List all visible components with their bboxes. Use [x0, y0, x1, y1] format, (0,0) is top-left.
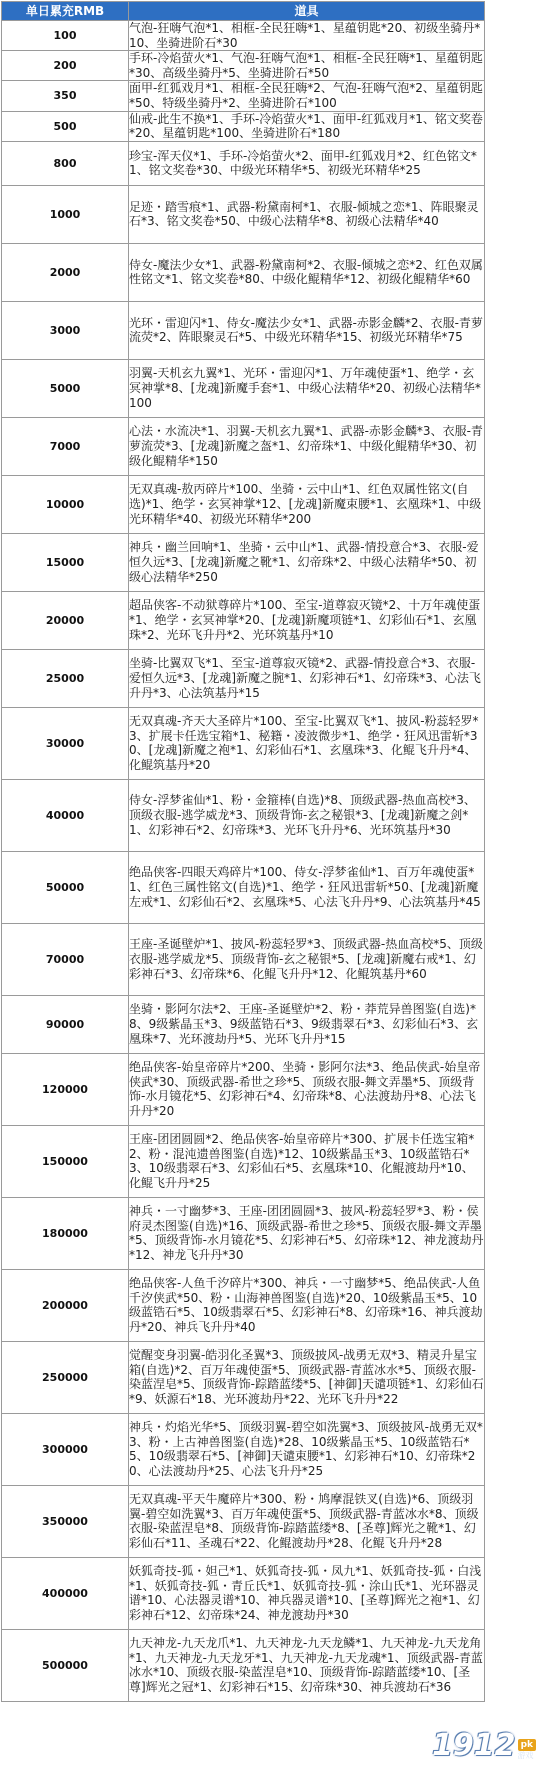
header-amount: 单日累充RMB — [2, 2, 129, 21]
table-row — [2, 591, 485, 649]
recharge-amount-cell: 90000 — [2, 995, 129, 1053]
table-row — [2, 417, 485, 475]
recharge-amount-cell: 200000 — [2, 1269, 129, 1341]
reward-items-cell: 绝品侠客-四眼天鸡碎片*100、侍女-浮梦雀仙*1、百万年魂使蛋*1、红色三属性铭文(自选)*1、绝学・狂风迅雷斩*50、[龙魂]新魔左戒*1、幻彩仙石*2、玄凰珠*5、心法飞升丹*9、心法筑基丹*45 — [129, 851, 485, 923]
reward-items-cell: 无双真魂-齐天大圣碎片*100、至宝-比翼双飞*1、披风-粉蕊轻罗*3、扩展卡任选宝箱*1、秘籍・凌波微步*1、绝学・狂风迅雷斩*30、[龙魂]新魔之袍*1、幻彩仙石*1、玄凰珠*3、化鲲飞升丹*4、化鲲筑基丹*20 — [129, 707, 485, 779]
table-header-row — [2, 2, 485, 21]
reward-items-cell: 气泡-狂嗨气泡*1、相框-全民狂嗨*1、星蕴钥匙*20、初级坐骑丹*10、坐骑进阶石*30 — [129, 21, 485, 51]
table-row — [2, 475, 485, 533]
reward-items-cell: 神兵・灼焰光华*5、顶级羽翼-碧空如洗翼*3、顶级披风-战勇无双*3、粉・上古神兽图鉴(自选)*28、10级紫晶玉*5、10级蓝锆石*5、10级翡翠石*5、[神御]天谴束腰*1、幻彩神石*10、幻帝珠*20、心法渡劫丹*25、心法飞升丹*25 — [129, 1413, 485, 1485]
recharge-amount-cell: 25000 — [2, 649, 129, 707]
reward-items-cell: 超品侠客-不动狱尊碎片*100、至宝-道尊寂灭镜*2、十万年魂使蛋*1、绝学・玄冥神掌*20、[龙魂]新魔项链*1、幻彩仙石*1、玄凰珠*2、光环飞升丹*2、光环筑基丹*10 — [129, 591, 485, 649]
reward-items-cell: 光环・雷迎闪*1、侍女-魔法少女*1、武器-赤影金麟*2、衣服-青萝流荧*2、阵眼聚灵石*5、中级光环精华*15、初级光环精华*75 — [129, 301, 485, 359]
reward-items-cell: 王座-圣诞壁炉*1、披风-粉蕊轻罗*3、顶级武器-热血高校*5、顶级衣服-逃学威龙*5、顶级背饰-玄之秘银*5、[龙魂]新魔右戒*1、幻彩神石*3、幻帝珠*6、化鲲飞升丹*12、化鲲筑基丹*60 — [129, 923, 485, 995]
table-row — [2, 1413, 485, 1485]
recharge-amount-cell: 200 — [2, 51, 129, 81]
reward-items-cell: 侍女-魔法少女*1、武器-粉黛南柯*2、衣服-倾城之恋*2、红色双属性铭文*1、铭文奖卷*80、中级化鲲精华*12、初级化鲲精华*60 — [129, 243, 485, 301]
recharge-amount-cell: 180000 — [2, 1197, 129, 1269]
table-row — [2, 81, 485, 111]
watermark-badge: pk — [518, 1739, 536, 1751]
table-row — [2, 1485, 485, 1557]
table-row — [2, 1269, 485, 1341]
table-row — [2, 185, 485, 243]
recharge-amount-cell: 350000 — [2, 1485, 129, 1557]
table-row — [2, 649, 485, 707]
table-row — [2, 1197, 485, 1269]
reward-items-cell: 绝品侠客-人鱼千汐碎片*300、神兵・一寸幽梦*5、绝品侠武-人鱼千汐侠武*50、粉・山海神兽图鉴(自选)*20、10级紫晶玉*5、10级蓝锆石*5、10级翡翠石*5、幻彩神石*8、幻帝珠*16、神兵渡劫丹*20、神兵飞升丹*40 — [129, 1269, 485, 1341]
recharge-amount-cell: 300000 — [2, 1413, 129, 1485]
recharge-amount-cell: 70000 — [2, 923, 129, 995]
recharge-amount-cell: 10000 — [2, 475, 129, 533]
recharge-amount-cell: 50000 — [2, 851, 129, 923]
recharge-amount-cell: 30000 — [2, 707, 129, 779]
table-row — [2, 533, 485, 591]
recharge-amount-cell: 1000 — [2, 185, 129, 243]
recharge-amount-cell: 350 — [2, 81, 129, 111]
watermark-text: 游戏 — [517, 1751, 534, 1760]
site-watermark — [432, 1728, 536, 1763]
recharge-amount-cell: 500 — [2, 111, 129, 141]
watermark-number: 1912 — [432, 1728, 516, 1763]
table-row — [2, 851, 485, 923]
table-row — [2, 1629, 485, 1701]
table-body — [2, 21, 485, 1702]
recharge-reward-table — [1, 1, 485, 1702]
table-row — [2, 21, 485, 51]
recharge-amount-cell: 250000 — [2, 1341, 129, 1413]
reward-items-cell: 珍宝-浑天仪*1、手环-冷焰萤火*2、面甲-红狐戏月*2、红色铭文*1、铭文奖卷*30、中级光环精华*5、初级光环精华*25 — [129, 141, 485, 185]
reward-items-cell: 手环-冷焰萤火*1、气泡-狂嗨气泡*1、相框-全民狂嗨*1、星蕴钥匙*30、高级坐骑丹*5、坐骑进阶石*50 — [129, 51, 483, 80]
reward-items-cell: 无双真魂-平天牛魔碎片*300、粉・鸠摩混铁叉(自选)*6、顶级羽翼-碧空如洗翼*3、百万年魂使蛋*5、顶级武器-青蓝冰水*8、顶级衣服-染蓝涅皂*8、顶级背饰-踪踏蓝缕*8、[圣尊]辉光之靴*1、幻彩仙石*11、圣魂石*22、化鲲渡劫丹*28、化鲲飞升丹*28 — [129, 1485, 485, 1557]
table-row — [2, 1341, 485, 1413]
reward-items-cell: 坐骑・影阿尔法*2、王座-圣诞壁炉*2、粉・莽荒异兽图鉴(自选)*8、9级紫晶玉*3、9级蓝锆石*3、9级翡翠石*3、幻彩仙石*3、玄凰珠*7、光环渡劫丹*5、光环飞升丹*15 — [129, 995, 485, 1053]
table-row — [2, 141, 485, 185]
reward-items-cell: 觉醒变身羽翼-皓羽化圣翼*3、顶级披风-战勇无双*3、精灵升星宝箱(自选)*2、百万年魂使蛋*5、顶级武器-青蓝冰水*5、顶级衣服-染蓝涅皂*5、顶级背饰-踪踏蓝缕*5、[神御]天谴项链*1、幻彩仙石*9、妖源石*18、光环渡劫丹*22、光环飞升丹*22 — [129, 1341, 485, 1413]
recharge-amount-cell: 2000 — [2, 243, 129, 301]
table-row — [2, 1557, 485, 1629]
table-row — [2, 1125, 485, 1197]
recharge-amount-cell: 20000 — [2, 591, 129, 649]
recharge-amount-cell: 100 — [2, 21, 129, 51]
recharge-amount-cell: 150000 — [2, 1125, 129, 1197]
recharge-amount-cell: 7000 — [2, 417, 129, 475]
header-items: 道具 — [129, 2, 485, 21]
reward-items-cell: 坐骑-比翼双飞*1、至宝-道尊寂灭镜*2、武器-情投意合*3、衣服-爱恒久远*3、[龙魂]新魔之腕*1、幻彩神石*1、幻帝珠*3、心法飞升丹*3、心法筑基丹*15 — [129, 649, 485, 707]
reward-items-cell: 足迹・踏雪痕*1、武器-粉黛南柯*1、衣服-倾城之恋*1、阵眼聚灵石*3、铭文奖卷*50、中级心法精华*8、初级心法精华*40 — [129, 185, 485, 243]
reward-items-cell: 神兵・一寸幽梦*3、王座-团团圆圆*3、披风-粉蕊轻罗*3、粉・侯府灵杰图鉴(自选)*16、顶级武器-希世之珍*5、顶级衣服-舞文弄墨*5、顶级背饰-水月镜花*5、幻彩神石*5、幻帝珠*12、神龙渡劫丹*12、神龙飞升丹*30 — [129, 1197, 485, 1269]
table-row — [2, 995, 485, 1053]
recharge-amount-cell: 800 — [2, 141, 129, 185]
table-row — [2, 243, 485, 301]
table-row — [2, 1053, 485, 1125]
reward-items-cell: 神兵・幽兰回响*1、坐骑・云中山*1、武器-情投意合*3、衣服-爱恒久远*3、[龙魂]新魔之靴*1、幻帝珠*2、中级心法精华*50、初级心法精华*250 — [129, 533, 485, 591]
table-row — [2, 301, 485, 359]
table-row — [2, 779, 485, 851]
table-row — [2, 923, 485, 995]
recharge-amount-cell: 500000 — [2, 1629, 129, 1701]
reward-items-cell: 羽翼-天机玄九翼*1、光环・雷迎闪*1、万年魂使蛋*1、绝学・玄冥神掌*8、[龙魂]新魔手套*1、中级心法精华*20、初级心法精华*100 — [129, 359, 485, 417]
reward-items-cell: 心法・水流决*1、羽翼-天机玄九翼*1、武器-赤影金麟*3、衣服-青萝流荧*3、[龙魂]新魔之盔*1、幻帝珠*1、中级化鲲精华*30、初级化鲲精华*150 — [129, 417, 485, 475]
table-row — [2, 51, 485, 81]
reward-items-cell: 妖狐奇技-狐・妲己*1、妖狐奇技-狐・凤九*1、妖狐奇技-狐・白浅*1、妖狐奇技-狐・青丘氏*1、妖狐奇技-狐・涂山氏*1、光环器灵谱*10、心法器灵谱*10、神兵器灵谱*10、[圣尊]辉光之袍*1、幻彩神石*12、幻帝珠*24、神龙渡劫丹*30 — [129, 1557, 485, 1629]
watermark-side — [518, 1739, 536, 1761]
reward-items-cell: 王座-团团圆圆*2、绝品侠客-始皇帝碎片*300、扩展卡任选宝箱*2、粉・混沌遗兽图鉴(自选)*12、10级紫晶玉*3、10级蓝锆石*3、10级翡翠石*3、幻彩仙石*5、玄凰珠*10、化鲲渡劫丹*10、化鲲飞升丹*25 — [129, 1125, 485, 1197]
recharge-amount-cell: 5000 — [2, 359, 129, 417]
table-row — [2, 111, 485, 141]
reward-items-cell: 面甲-红狐戏月*1、相框-全民狂嗨*2、气泡-狂嗨气泡*2、星蕴钥匙*50、特级坐骑丹*2、坐骑进阶石*100 — [129, 81, 483, 110]
table-row — [2, 359, 485, 417]
reward-items-cell: 侍女-浮梦雀仙*1、粉・金箍棒(自选)*8、顶级武器-热血高校*3、顶级衣服-逃学威龙*3、顶级背饰-玄之秘银*3、[龙魂]新魔之剑*1、幻彩神石*2、幻帝珠*3、光环飞升丹*6、光环筑基丹*30 — [129, 779, 485, 851]
reward-items-cell: 绝品侠客-始皇帝碎片*200、坐骑・影阿尔法*3、绝品侠武-始皇帝侠武*30、顶级武器-希世之珍*5、顶级衣服-舞文弄墨*5、顶级背饰-水月镜花*5、幻彩神石*4、幻帝珠*8、心法渡劫丹*8、心法飞升丹*20 — [129, 1053, 485, 1125]
recharge-amount-cell: 40000 — [2, 779, 129, 851]
recharge-amount-cell: 120000 — [2, 1053, 129, 1125]
recharge-amount-cell: 400000 — [2, 1557, 129, 1629]
reward-items-cell: 仙戒-此生不换*1、手环-冷焰萤火*1、面甲-红狐戏月*1、铭文奖卷*20、星蕴钥匙*100、坐骑进阶石*180 — [129, 111, 483, 141]
reward-items-cell: 九天神龙-九天龙爪*1、九天神龙-九天龙鳞*1、九天神龙-九天龙角*1、九天神龙-九天龙牙*1、九天神龙-九天龙魂*1、顶级武器-青蓝冰水*10、顶级衣服-染蓝涅皂*10、顶级背饰-踪踏蓝缕*10、[圣尊]辉光之冠*1、幻彩神石*15、幻帝珠*30、神兵渡劫石*36 — [129, 1629, 485, 1701]
table-row — [2, 707, 485, 779]
recharge-amount-cell: 3000 — [2, 301, 129, 359]
recharge-amount-cell: 15000 — [2, 533, 129, 591]
reward-items-cell: 无双真魂-敖丙碎片*100、坐骑・云中山*1、红色双属性铭文(自选)*1、绝学・玄冥神掌*12、[龙魂]新魔束腰*1、玄凰珠*1、中级光环精华*40、初级光环精华*200 — [129, 475, 485, 533]
